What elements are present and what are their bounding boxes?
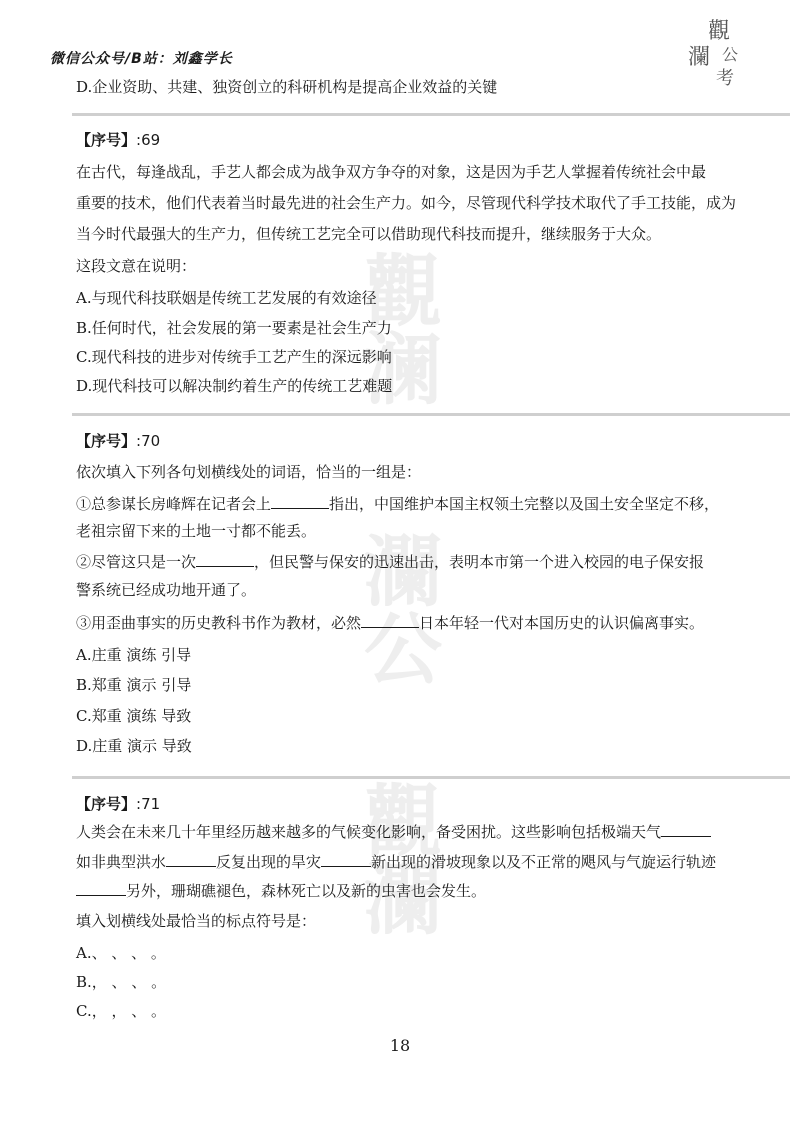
q70-sentence-2 bbox=[76, 552, 704, 572]
blank bbox=[166, 852, 216, 867]
q69-option-b: B.任何时代，社会发展的第一要素是社会生产力 bbox=[76, 319, 392, 337]
q71-label: 【序号】 bbox=[76, 795, 137, 813]
prev-option-d: D.企业资助、共建、独资创立的科研机构是提高企业效益的关键 bbox=[76, 78, 498, 96]
blank bbox=[361, 613, 419, 628]
svg-text:瀾: 瀾 bbox=[688, 45, 711, 70]
q70-option-d: D.庄重 演示 导致 bbox=[76, 737, 192, 755]
q71-line-3 bbox=[76, 881, 486, 901]
q71-option-b: B.， 、 、 。 bbox=[76, 973, 167, 991]
blank bbox=[321, 852, 371, 867]
q69-number: :69 bbox=[136, 131, 161, 149]
q70-option-c: C.郑重 演练 导致 bbox=[76, 707, 192, 725]
divider bbox=[72, 776, 790, 779]
q69-passage-line: 重要的技术，他们代表着当时最先进的社会生产力。如今，尽管现代科学技术取代了手工技能，成为 bbox=[76, 194, 737, 212]
q71-l2-part2: 反复出现的旱灾 bbox=[216, 853, 322, 871]
q71-l1-text: 人类会在未来几十年里经历越来越多的气候变化影响，备受困扰。这些影响包括极端天气 bbox=[76, 823, 662, 841]
q70-title bbox=[76, 431, 160, 451]
q70-sentence-1-cont: 老祖宗留下来的土地一寸都不能丢。 bbox=[76, 522, 317, 540]
blank bbox=[271, 494, 329, 509]
q71-option-a: A.、 、 、 。 bbox=[76, 944, 166, 962]
q71-l2-part1: 如非典型洪水 bbox=[76, 853, 167, 871]
q70-sentence-2-cont: 警系统已经成功地开通了。 bbox=[76, 581, 257, 599]
q69-option-d: D.现代科技可以解决制约着生产的传统工艺难题 bbox=[76, 377, 393, 395]
q71-number: :71 bbox=[136, 795, 161, 813]
svg-text:觀: 觀 bbox=[708, 19, 731, 44]
q69-option-c: C.现代科技的进步对传统手工艺产生的深远影响 bbox=[76, 348, 392, 366]
q71-l3-text: 另外，珊瑚礁褪色，森林死亡以及新的虫害也会发生。 bbox=[126, 882, 487, 900]
svg-text:考: 考 bbox=[716, 68, 734, 89]
q70-s1-part2: 指出，中国维护本国主权领土完整以及国土安全坚定不移， bbox=[329, 495, 720, 513]
divider bbox=[72, 113, 790, 116]
q70-number: :70 bbox=[136, 432, 161, 450]
q70-s3-part1: ③用歪曲事实的历史教科书作为教材，必然 bbox=[76, 614, 362, 632]
blank bbox=[661, 822, 711, 837]
q70-question: 依次填入下列各句划横线处的词语，恰当的一组是： bbox=[76, 463, 422, 481]
q71-line-1 bbox=[76, 822, 711, 842]
svg-text:公: 公 bbox=[722, 45, 739, 64]
q69-title bbox=[76, 130, 160, 150]
q69-passage-line: 在古代，每逢战乱，手艺人都会成为战争双方争夺的对象，这是因为手艺人掌握着传统社会中最 bbox=[76, 163, 707, 181]
q71-l2-part3: 新出现的滑坡现象以及不正常的飓风与气旋运行轨迹 bbox=[371, 853, 717, 871]
q69-passage-line: 当今时代最强大的生产力，但传统工艺完全可以借助现代科技而提升，继续服务于大众。 bbox=[76, 225, 662, 243]
q69-label: 【序号】 bbox=[76, 131, 137, 149]
q70-sentence-1 bbox=[76, 494, 719, 514]
q70-sentence-3 bbox=[76, 613, 704, 633]
blank bbox=[76, 881, 126, 896]
q70-s2-part2: ，但民警与保安的迅速出击，表明本市第一个进入校园的电子保安报 bbox=[254, 553, 705, 571]
q69-question: 这段文意在说明： bbox=[76, 257, 197, 275]
watermark: 觀瀾 bbox=[351, 780, 442, 936]
q70-option-a: A.庄重 演练 引导 bbox=[76, 646, 192, 664]
page-number: 18 bbox=[389, 1036, 411, 1055]
divider bbox=[72, 413, 790, 416]
blank bbox=[196, 552, 254, 567]
channel-header: 微信公众号/B站：刘鑫学长 bbox=[50, 51, 233, 67]
q71-question: 填入划横线处最恰当的标点符号是： bbox=[76, 912, 317, 930]
q70-s3-part2: 日本年轻一代对本国历史的认识偏离事实。 bbox=[419, 614, 705, 632]
watermark: 觀澜 bbox=[351, 250, 442, 406]
q70-label: 【序号】 bbox=[76, 432, 137, 450]
q71-option-c: C.， ， 、 。 bbox=[76, 1002, 167, 1020]
q69-option-a: A.与现代科技联姻是传统工艺发展的有效途径 bbox=[76, 289, 377, 307]
brand-logo-icon bbox=[686, 10, 756, 90]
q70-s1-part1: ①总参谋长房峰辉在记者会上 bbox=[76, 495, 272, 513]
watermark: 瀾公 bbox=[351, 530, 442, 686]
q71-title bbox=[76, 794, 160, 814]
q71-line-2 bbox=[76, 852, 716, 872]
q70-option-b: B.郑重 演示 引导 bbox=[76, 676, 192, 694]
q70-s2-part1: ②尽管这只是一次 bbox=[76, 553, 197, 571]
